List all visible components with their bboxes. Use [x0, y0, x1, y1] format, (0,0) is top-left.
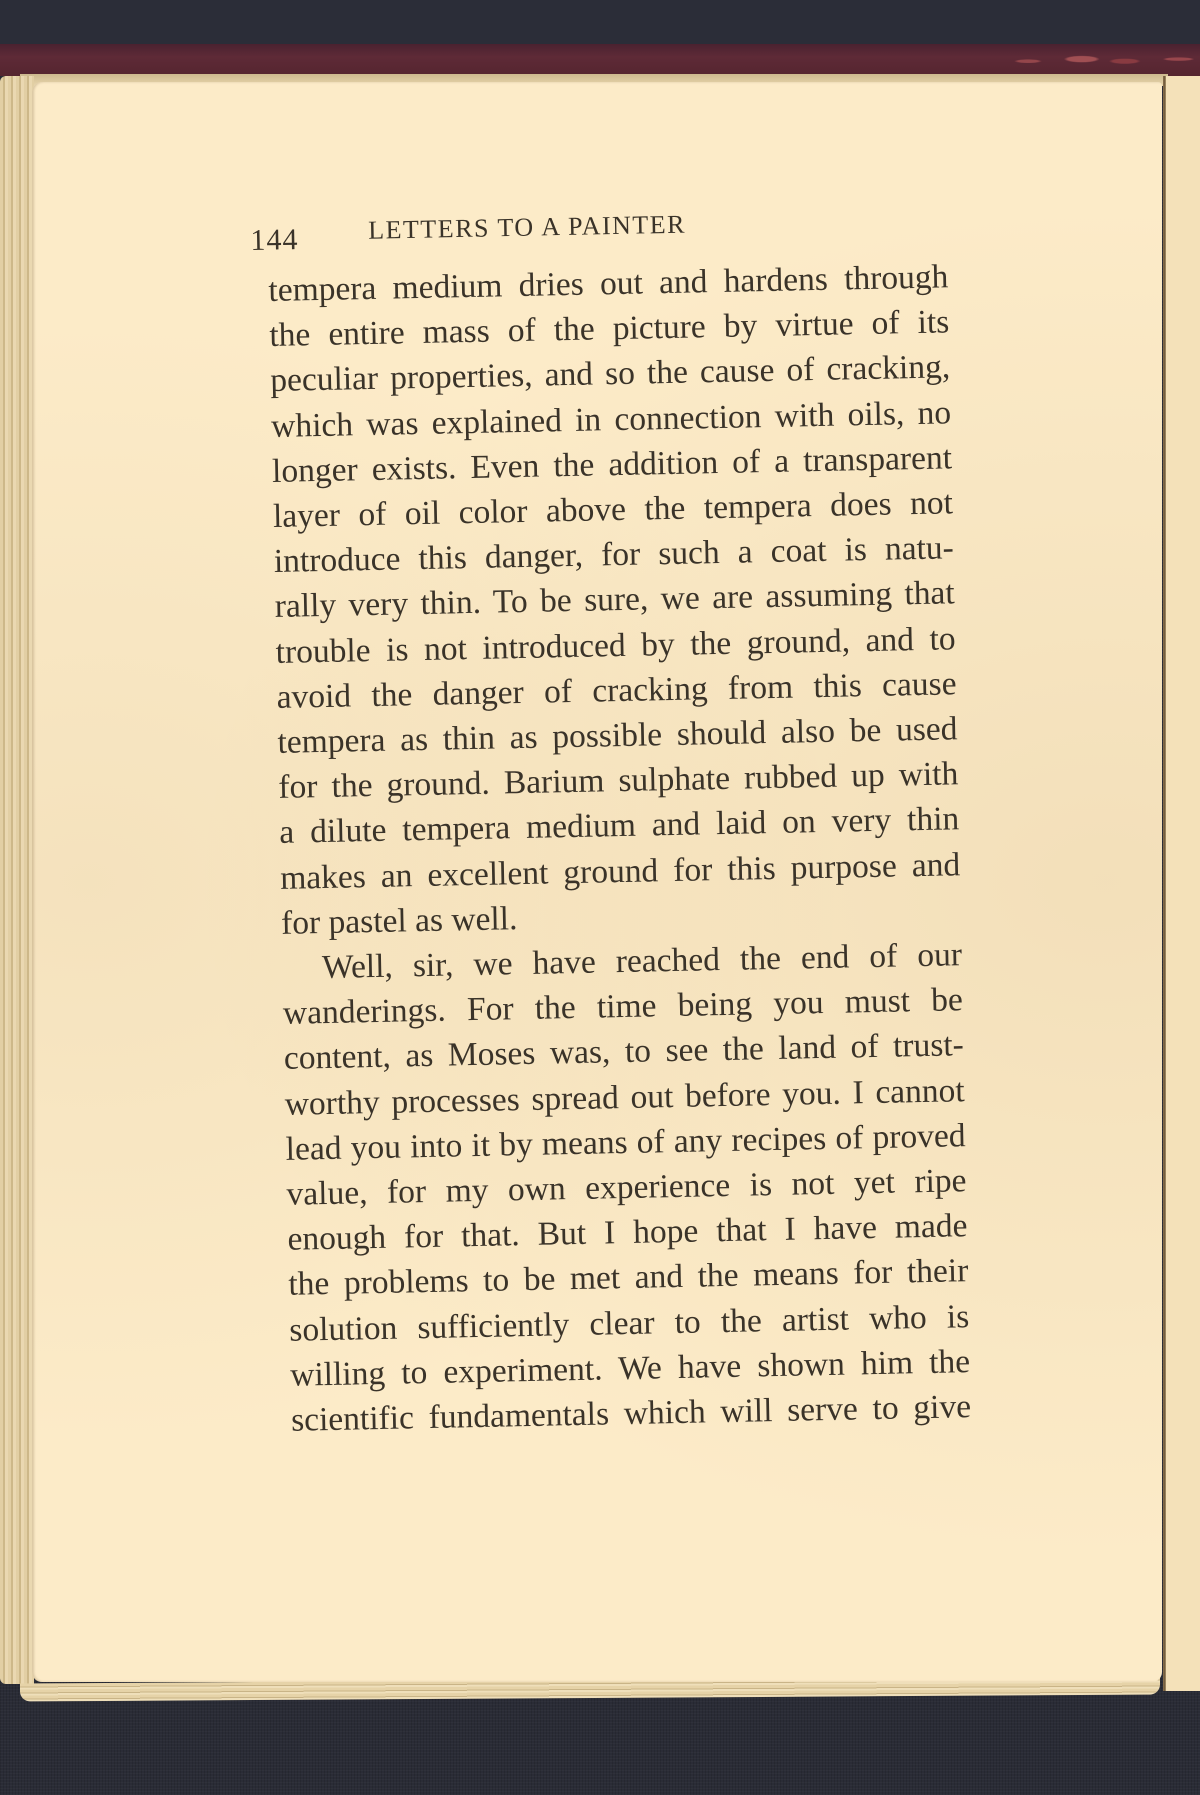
page-number: 144 [250, 223, 299, 257]
text-line: trouble is not introduced by the ground, and to [275, 619, 956, 671]
running-head-title: LETTERS TO A PAINTER [367, 209, 687, 245]
adjacent-page-edge [1166, 76, 1200, 1691]
text-line: which was explained in connection with oils, no [270, 393, 952, 445]
text-line: tempera as thin as possible should also be used [277, 710, 958, 761]
text-line: Well, sir, we have reached the end of our [321, 936, 963, 987]
text-line: makes an excellent ground for this purpose and [279, 845, 961, 897]
text-line: introduce this danger, for such a coat is natu- [273, 529, 955, 581]
text-line: rally very thin. To be sure, we are assuming that [274, 574, 956, 626]
text-line: avoid the danger of cracking from this cause [276, 665, 957, 716]
text-line: value, for my own experience is not yet ripe [286, 1162, 967, 1213]
paragraph-1 [268, 254, 961, 946]
frayed-binding-edge [985, 36, 1200, 78]
text-line: longer exists. Even the addition of a transparent [271, 439, 953, 490]
text-line: worthy processes spread out before you. I cannot [284, 1071, 966, 1123]
text-line: lead you into it by means of any recipes of proved [285, 1117, 966, 1168]
text-line: for pastel as well. [280, 899, 518, 942]
text-line: enough for that. But I hope that I have made [287, 1207, 968, 1259]
text-line: scientific fundamentals which will serve to give [290, 1388, 972, 1439]
text-line: for the ground. Barium sulphate rubbed up with [278, 755, 959, 807]
text-line: the problems to be met and the means for their [288, 1252, 969, 1304]
text-line: layer of oil color above the tempera does not [272, 484, 954, 535]
text-line: solution sufficiently clear to the artist who is [288, 1297, 970, 1349]
text-line: willing to experiment. We have shown him the [289, 1343, 971, 1394]
page-gutter [1163, 76, 1166, 1691]
page-stack-left-edge [0, 76, 34, 1684]
text-line: the entire mass of the picture by virtue of its [268, 303, 950, 355]
body-text [268, 254, 971, 1443]
text-line: peculiar properties, and so the cause of cracking, [269, 348, 951, 400]
text-line: tempera medium dries out and hardens through [268, 258, 949, 309]
text-line: a dilute tempera medium and laid on very thin [278, 800, 960, 852]
text-line: content, as Moses was, to see the land of trust- [283, 1026, 965, 1078]
text-line: wanderings. For the time being you must be [282, 981, 964, 1033]
paragraph-2 [282, 932, 972, 1443]
